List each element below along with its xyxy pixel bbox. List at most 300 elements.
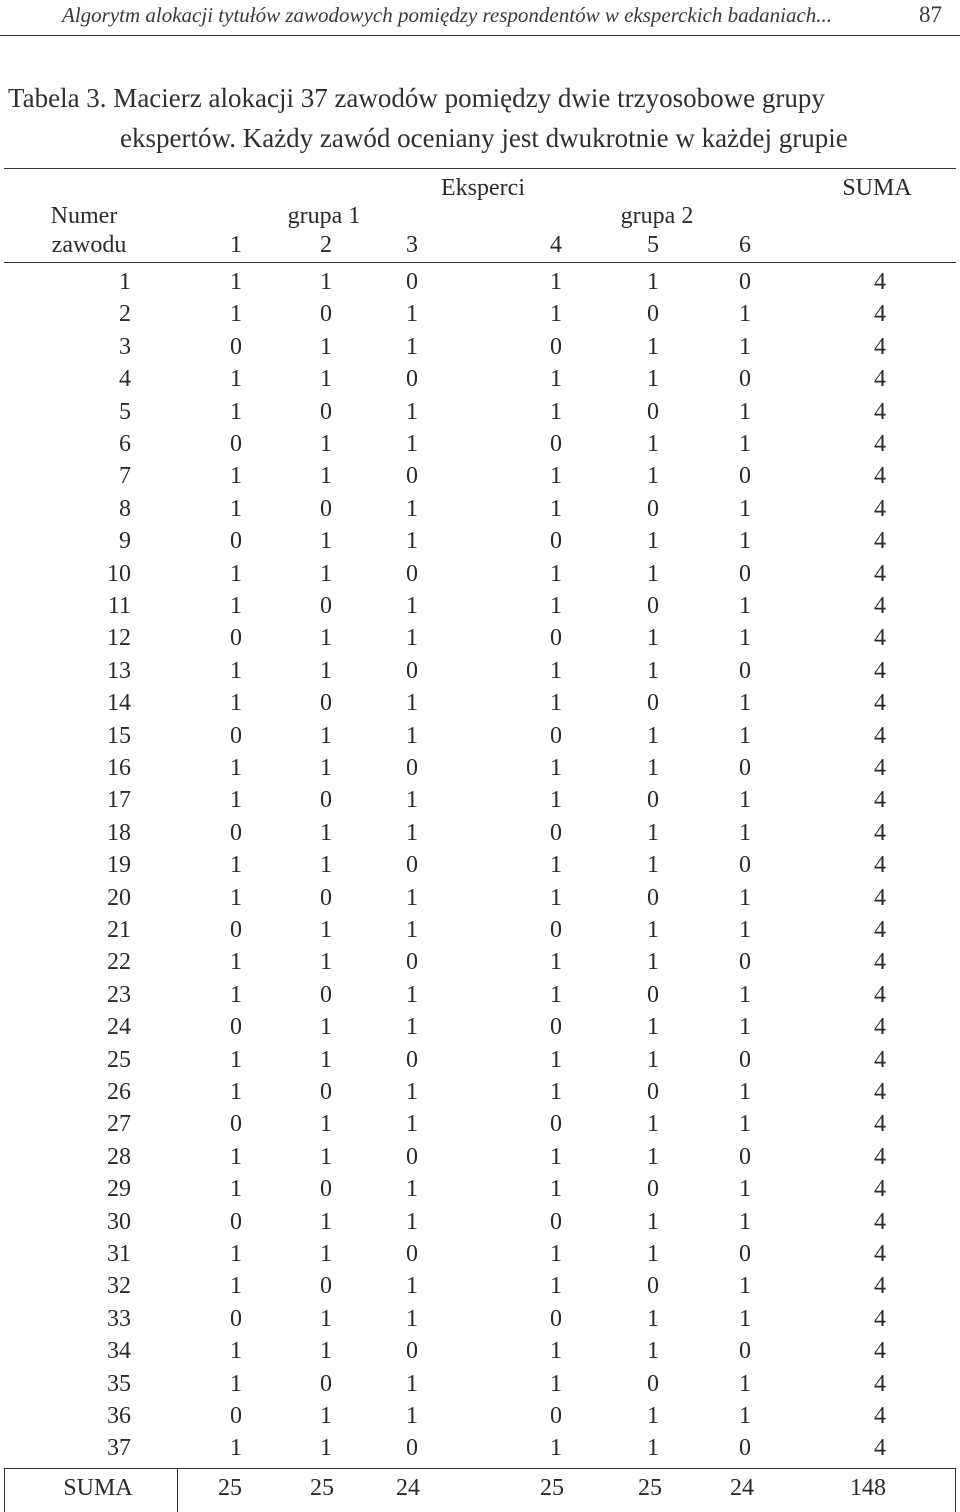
header-numer: Numer bbox=[50, 203, 118, 229]
cell-expert-4: 0 bbox=[550, 1305, 562, 1332]
cell-zawod-number: 28 bbox=[107, 1143, 131, 1170]
cell-expert-1: 1 bbox=[230, 301, 242, 328]
cell-expert-6: 1 bbox=[739, 495, 751, 522]
cell-row-sum: 4 bbox=[874, 398, 886, 425]
cell-expert-1: 1 bbox=[230, 949, 242, 976]
cell-expert-2: 1 bbox=[320, 463, 332, 490]
cell-expert-1: 0 bbox=[230, 528, 242, 555]
cell-expert-1: 0 bbox=[230, 333, 242, 360]
cell-expert-1: 1 bbox=[230, 884, 242, 911]
cell-expert-3: 1 bbox=[406, 1111, 418, 1138]
cell-expert-4: 1 bbox=[550, 1435, 562, 1462]
cell-expert-5: 0 bbox=[647, 690, 659, 717]
cell-expert-1: 0 bbox=[230, 917, 242, 943]
cell-expert-2: 1 bbox=[320, 755, 332, 781]
cell-expert-3: 0 bbox=[406, 657, 418, 684]
cell-expert-1: 1 bbox=[230, 269, 242, 295]
cell-row-sum: 4 bbox=[874, 625, 886, 652]
header-expert-2: 2 bbox=[320, 232, 332, 258]
cell-zawod-number: 22 bbox=[107, 949, 131, 976]
header-suma: SUMA bbox=[842, 175, 912, 201]
cell-expert-1: 1 bbox=[230, 755, 242, 781]
cell-row-sum: 4 bbox=[874, 981, 886, 1008]
cell-expert-5: 1 bbox=[647, 1241, 659, 1267]
cell-expert-6: 0 bbox=[739, 1338, 751, 1365]
cell-row-sum: 4 bbox=[874, 1079, 886, 1105]
cell-expert-4: 0 bbox=[550, 528, 562, 555]
cell-expert-1: 1 bbox=[230, 852, 242, 879]
cell-expert-6: 1 bbox=[739, 1305, 751, 1332]
cell-expert-4: 1 bbox=[550, 852, 562, 879]
cell-zawod-number: 27 bbox=[107, 1111, 131, 1138]
sum-row-rule bbox=[4, 1468, 956, 1469]
cell-expert-5: 1 bbox=[647, 917, 659, 943]
header-expert-6: 6 bbox=[739, 232, 751, 258]
cell-expert-4: 1 bbox=[550, 657, 562, 684]
cell-expert-4: 1 bbox=[550, 1241, 562, 1267]
cell-expert-4: 0 bbox=[550, 625, 562, 652]
cell-expert-6: 0 bbox=[739, 463, 751, 490]
cell-zawod-number: 35 bbox=[107, 1370, 131, 1397]
cell-expert-2: 1 bbox=[320, 1241, 332, 1267]
cell-expert-5: 1 bbox=[647, 852, 659, 879]
cell-expert-2: 1 bbox=[320, 269, 332, 295]
cell-zawod-number: 37 bbox=[107, 1435, 131, 1462]
cell-expert-3: 1 bbox=[406, 1403, 418, 1429]
cell-zawod-number: 19 bbox=[107, 852, 131, 879]
cell-expert-3: 1 bbox=[406, 398, 418, 425]
header-expert-5: 5 bbox=[647, 232, 659, 258]
cell-expert-3: 1 bbox=[406, 1208, 418, 1235]
cell-row-sum: 4 bbox=[874, 593, 886, 619]
cell-expert-4: 1 bbox=[550, 366, 562, 393]
cell-expert-3: 0 bbox=[406, 560, 418, 587]
cell-expert-5: 1 bbox=[647, 1208, 659, 1235]
cell-expert-6: 0 bbox=[739, 755, 751, 781]
cell-expert-1: 0 bbox=[230, 1208, 242, 1235]
cell-expert-4: 1 bbox=[550, 1370, 562, 1397]
cell-expert-6: 1 bbox=[739, 1014, 751, 1041]
cell-expert-6: 1 bbox=[739, 593, 751, 619]
header-zawodu: zawodu bbox=[51, 232, 127, 258]
cell-zawod-number: 21 bbox=[107, 917, 131, 943]
cell-expert-2: 1 bbox=[320, 722, 332, 749]
cell-zawod-number: 4 bbox=[119, 366, 131, 393]
cell-zawod-number: 32 bbox=[107, 1273, 131, 1300]
cell-zawod-number: 24 bbox=[107, 1014, 131, 1041]
cell-expert-1: 0 bbox=[230, 1111, 242, 1138]
cell-expert-1: 1 bbox=[230, 1143, 242, 1170]
cell-expert-1: 1 bbox=[230, 690, 242, 717]
cell-expert-3: 1 bbox=[406, 625, 418, 652]
cell-expert-4: 1 bbox=[550, 495, 562, 522]
running-head-title: Algorytm alokacji tytułów zawodowych pomiędzy respondentów w eksperckich badaniach... bbox=[62, 3, 833, 27]
cell-row-sum: 4 bbox=[874, 819, 886, 846]
cell-expert-2: 1 bbox=[320, 560, 332, 587]
cell-expert-4: 0 bbox=[550, 917, 562, 943]
cell-row-sum: 4 bbox=[874, 431, 886, 457]
cell-expert-3: 1 bbox=[406, 787, 418, 814]
cell-expert-4: 1 bbox=[550, 755, 562, 781]
sum-expert-2: 25 bbox=[310, 1475, 334, 1501]
cell-expert-6: 1 bbox=[739, 819, 751, 846]
cell-expert-5: 1 bbox=[647, 949, 659, 976]
cell-row-sum: 4 bbox=[874, 528, 886, 555]
cell-expert-3: 0 bbox=[406, 755, 418, 781]
cell-expert-2: 1 bbox=[320, 1143, 332, 1170]
cell-zawod-number: 31 bbox=[107, 1241, 131, 1267]
table-header-rule bbox=[4, 262, 956, 263]
cell-zawod-number: 30 bbox=[107, 1208, 131, 1235]
cell-expert-5: 0 bbox=[647, 787, 659, 814]
cell-expert-1: 0 bbox=[230, 625, 242, 652]
cell-expert-3: 1 bbox=[406, 917, 418, 943]
cell-expert-4: 1 bbox=[550, 1273, 562, 1300]
cell-expert-3: 1 bbox=[406, 1370, 418, 1397]
cell-row-sum: 4 bbox=[874, 690, 886, 717]
cell-expert-4: 1 bbox=[550, 301, 562, 328]
cell-zawod-number: 18 bbox=[107, 819, 131, 846]
cell-expert-6: 0 bbox=[739, 1046, 751, 1073]
cell-expert-1: 0 bbox=[230, 722, 242, 749]
cell-expert-2: 1 bbox=[320, 1305, 332, 1332]
cell-expert-3: 1 bbox=[406, 301, 418, 328]
cell-expert-5: 1 bbox=[647, 560, 659, 587]
cell-row-sum: 4 bbox=[874, 949, 886, 976]
cell-zawod-number: 6 bbox=[119, 431, 131, 457]
cell-zawod-number: 14 bbox=[107, 690, 131, 717]
cell-expert-6: 1 bbox=[739, 787, 751, 814]
cell-expert-3: 0 bbox=[406, 1241, 418, 1267]
cell-expert-6: 1 bbox=[739, 722, 751, 749]
cell-expert-2: 0 bbox=[320, 1273, 332, 1300]
cell-expert-5: 0 bbox=[647, 301, 659, 328]
sum-expert-5: 25 bbox=[638, 1475, 662, 1501]
cell-expert-4: 1 bbox=[550, 884, 562, 911]
cell-expert-3: 1 bbox=[406, 495, 418, 522]
cell-row-sum: 4 bbox=[874, 787, 886, 814]
cell-expert-5: 1 bbox=[647, 625, 659, 652]
sum-expert-1: 25 bbox=[218, 1475, 242, 1501]
cell-expert-3: 0 bbox=[406, 852, 418, 879]
cell-expert-5: 1 bbox=[647, 366, 659, 393]
cell-expert-3: 1 bbox=[406, 431, 418, 457]
cell-expert-6: 1 bbox=[739, 884, 751, 911]
cell-expert-1: 0 bbox=[230, 1403, 242, 1429]
cell-expert-5: 0 bbox=[647, 1273, 659, 1300]
cell-expert-6: 1 bbox=[739, 301, 751, 328]
cell-expert-3: 1 bbox=[406, 1176, 418, 1203]
cell-row-sum: 4 bbox=[874, 1241, 886, 1267]
cell-expert-2: 0 bbox=[320, 398, 332, 425]
cell-expert-6: 1 bbox=[739, 1208, 751, 1235]
cell-expert-1: 1 bbox=[230, 657, 242, 684]
sum-row-divider bbox=[177, 1468, 178, 1512]
cell-expert-2: 1 bbox=[320, 1338, 332, 1365]
cell-row-sum: 4 bbox=[874, 463, 886, 490]
cell-row-sum: 4 bbox=[874, 366, 886, 393]
cell-expert-6: 1 bbox=[739, 625, 751, 652]
cell-row-sum: 4 bbox=[874, 1111, 886, 1138]
cell-row-sum: 4 bbox=[874, 722, 886, 749]
sum-expert-6: 24 bbox=[730, 1475, 754, 1501]
cell-expert-5: 0 bbox=[647, 1370, 659, 1397]
cell-zawod-number: 36 bbox=[107, 1403, 131, 1429]
cell-expert-3: 0 bbox=[406, 1143, 418, 1170]
cell-zawod-number: 17 bbox=[107, 787, 131, 814]
cell-expert-1: 1 bbox=[230, 1370, 242, 1397]
cell-expert-6: 1 bbox=[739, 333, 751, 360]
cell-zawod-number: 20 bbox=[107, 884, 131, 911]
cell-expert-3: 1 bbox=[406, 722, 418, 749]
cell-expert-5: 1 bbox=[647, 1338, 659, 1365]
cell-expert-4: 1 bbox=[550, 1143, 562, 1170]
cell-expert-2: 0 bbox=[320, 787, 332, 814]
cell-row-sum: 4 bbox=[874, 560, 886, 587]
cell-row-sum: 4 bbox=[874, 1305, 886, 1332]
cell-expert-3: 0 bbox=[406, 269, 418, 295]
cell-zawod-number: 29 bbox=[107, 1176, 131, 1203]
cell-expert-2: 1 bbox=[320, 366, 332, 393]
cell-expert-2: 1 bbox=[320, 1403, 332, 1429]
cell-expert-2: 1 bbox=[320, 625, 332, 652]
cell-zawod-number: 15 bbox=[107, 722, 131, 749]
cell-expert-5: 1 bbox=[647, 528, 659, 555]
cell-expert-6: 1 bbox=[739, 398, 751, 425]
cell-expert-3: 1 bbox=[406, 690, 418, 717]
cell-row-sum: 4 bbox=[874, 1338, 886, 1365]
cell-row-sum: 4 bbox=[874, 333, 886, 360]
sum-row-right-border bbox=[955, 1468, 956, 1512]
cell-expert-5: 1 bbox=[647, 657, 659, 684]
cell-expert-2: 1 bbox=[320, 431, 332, 457]
table-top-rule bbox=[4, 168, 956, 169]
cell-expert-4: 1 bbox=[550, 560, 562, 587]
cell-expert-6: 1 bbox=[739, 1273, 751, 1300]
cell-expert-1: 1 bbox=[230, 1338, 242, 1365]
cell-expert-2: 1 bbox=[320, 819, 332, 846]
cell-expert-3: 1 bbox=[406, 819, 418, 846]
cell-expert-1: 1 bbox=[230, 1241, 242, 1267]
cell-expert-2: 1 bbox=[320, 1014, 332, 1041]
cell-zawod-number: 12 bbox=[107, 625, 131, 652]
cell-expert-4: 1 bbox=[550, 593, 562, 619]
cell-row-sum: 4 bbox=[874, 884, 886, 911]
cell-expert-5: 0 bbox=[647, 884, 659, 911]
cell-expert-5: 1 bbox=[647, 1014, 659, 1041]
cell-expert-3: 1 bbox=[406, 1079, 418, 1105]
cell-expert-2: 0 bbox=[320, 495, 332, 522]
cell-expert-3: 0 bbox=[406, 366, 418, 393]
cell-row-sum: 4 bbox=[874, 1046, 886, 1073]
cell-expert-2: 1 bbox=[320, 528, 332, 555]
cell-row-sum: 4 bbox=[874, 301, 886, 328]
cell-expert-5: 1 bbox=[647, 1046, 659, 1073]
cell-expert-6: 1 bbox=[739, 1111, 751, 1138]
cell-expert-2: 0 bbox=[320, 1176, 332, 1203]
cell-zawod-number: 25 bbox=[107, 1046, 131, 1073]
cell-row-sum: 4 bbox=[874, 1273, 886, 1300]
cell-row-sum: 4 bbox=[874, 755, 886, 781]
cell-expert-1: 1 bbox=[230, 1079, 242, 1105]
cell-expert-4: 1 bbox=[550, 1079, 562, 1105]
cell-expert-1: 1 bbox=[230, 787, 242, 814]
cell-expert-4: 1 bbox=[550, 949, 562, 976]
sum-expert-3: 24 bbox=[396, 1475, 420, 1501]
cell-expert-6: 1 bbox=[739, 431, 751, 457]
cell-expert-2: 1 bbox=[320, 1111, 332, 1138]
cell-expert-5: 1 bbox=[647, 1143, 659, 1170]
cell-expert-5: 1 bbox=[647, 1111, 659, 1138]
header-expert-4: 4 bbox=[550, 232, 562, 258]
cell-expert-1: 1 bbox=[230, 1046, 242, 1073]
cell-expert-6: 0 bbox=[739, 852, 751, 879]
cell-zawod-number: 3 bbox=[119, 333, 131, 360]
cell-expert-4: 0 bbox=[550, 333, 562, 360]
cell-expert-1: 1 bbox=[230, 1273, 242, 1300]
cell-zawod-number: 5 bbox=[119, 398, 131, 425]
cell-expert-4: 0 bbox=[550, 431, 562, 457]
cell-zawod-number: 10 bbox=[107, 560, 131, 587]
cell-expert-2: 0 bbox=[320, 301, 332, 328]
cell-expert-4: 1 bbox=[550, 1176, 562, 1203]
cell-row-sum: 4 bbox=[874, 852, 886, 879]
cell-expert-1: 1 bbox=[230, 398, 242, 425]
cell-row-sum: 4 bbox=[874, 1435, 886, 1462]
cell-expert-4: 0 bbox=[550, 819, 562, 846]
cell-zawod-number: 26 bbox=[107, 1079, 131, 1105]
cell-expert-5: 1 bbox=[647, 269, 659, 295]
cell-zawod-number: 13 bbox=[107, 657, 131, 684]
sum-row-left-border bbox=[4, 1468, 5, 1512]
cell-row-sum: 4 bbox=[874, 917, 886, 943]
sum-label: SUMA bbox=[63, 1475, 133, 1501]
cell-expert-2: 1 bbox=[320, 949, 332, 976]
cell-expert-4: 1 bbox=[550, 690, 562, 717]
cell-expert-3: 0 bbox=[406, 1435, 418, 1462]
cell-expert-5: 1 bbox=[647, 1305, 659, 1332]
cell-row-sum: 4 bbox=[874, 657, 886, 684]
cell-zawod-number: 9 bbox=[119, 528, 131, 555]
cell-expert-3: 1 bbox=[406, 1305, 418, 1332]
cell-row-sum: 4 bbox=[874, 1370, 886, 1397]
header-expert-3: 3 bbox=[406, 232, 418, 258]
caption-line-2: ekspertów. Każdy zawód oceniany jest dwukrotnie w każdej grupie bbox=[120, 123, 848, 153]
cell-expert-4: 0 bbox=[550, 1403, 562, 1429]
cell-row-sum: 4 bbox=[874, 1014, 886, 1041]
cell-expert-1: 1 bbox=[230, 1435, 242, 1462]
cell-expert-1: 1 bbox=[230, 981, 242, 1008]
cell-expert-2: 0 bbox=[320, 690, 332, 717]
cell-expert-3: 1 bbox=[406, 884, 418, 911]
cell-zawod-number: 11 bbox=[107, 593, 131, 619]
cell-expert-5: 0 bbox=[647, 593, 659, 619]
cell-expert-3: 1 bbox=[406, 1014, 418, 1041]
cell-expert-5: 0 bbox=[647, 1176, 659, 1203]
cell-expert-2: 1 bbox=[320, 1435, 332, 1462]
header-rule bbox=[0, 35, 960, 36]
cell-expert-1: 1 bbox=[230, 593, 242, 619]
cell-expert-4: 0 bbox=[550, 1208, 562, 1235]
cell-expert-6: 0 bbox=[739, 949, 751, 976]
cell-expert-5: 1 bbox=[647, 333, 659, 360]
cell-expert-2: 1 bbox=[320, 657, 332, 684]
cell-expert-3: 0 bbox=[406, 949, 418, 976]
header-group-2: grupa 2 bbox=[620, 203, 694, 229]
cell-zawod-number: 16 bbox=[107, 755, 131, 781]
cell-zawod-number: 33 bbox=[107, 1305, 131, 1332]
cell-expert-2: 1 bbox=[320, 1208, 332, 1235]
cell-expert-6: 1 bbox=[739, 981, 751, 1008]
cell-expert-1: 1 bbox=[230, 560, 242, 587]
header-experts: Eksperci bbox=[441, 175, 525, 201]
cell-expert-1: 0 bbox=[230, 1014, 242, 1041]
cell-expert-5: 1 bbox=[647, 819, 659, 846]
cell-expert-2: 0 bbox=[320, 1370, 332, 1397]
cell-zawod-number: 1 bbox=[119, 269, 131, 295]
cell-expert-5: 1 bbox=[647, 1403, 659, 1429]
cell-expert-1: 0 bbox=[230, 431, 242, 457]
cell-expert-4: 1 bbox=[550, 398, 562, 425]
cell-expert-3: 1 bbox=[406, 1273, 418, 1300]
cell-expert-5: 0 bbox=[647, 398, 659, 425]
cell-zawod-number: 7 bbox=[119, 463, 131, 490]
cell-expert-1: 1 bbox=[230, 495, 242, 522]
cell-expert-3: 0 bbox=[406, 1338, 418, 1365]
cell-zawod-number: 2 bbox=[119, 301, 131, 328]
cell-row-sum: 4 bbox=[874, 1143, 886, 1170]
cell-expert-2: 1 bbox=[320, 917, 332, 943]
cell-expert-5: 1 bbox=[647, 722, 659, 749]
cell-expert-5: 1 bbox=[647, 463, 659, 490]
cell-expert-2: 0 bbox=[320, 1079, 332, 1105]
cell-expert-3: 1 bbox=[406, 528, 418, 555]
cell-expert-4: 1 bbox=[550, 981, 562, 1008]
cell-expert-6: 0 bbox=[739, 1435, 751, 1462]
cell-expert-2: 1 bbox=[320, 333, 332, 360]
sum-row-sum: 148 bbox=[850, 1475, 886, 1501]
cell-expert-6: 1 bbox=[739, 1403, 751, 1429]
cell-expert-3: 1 bbox=[406, 981, 418, 1008]
cell-expert-2: 1 bbox=[320, 852, 332, 879]
cell-expert-6: 1 bbox=[739, 528, 751, 555]
cell-expert-1: 0 bbox=[230, 1305, 242, 1332]
cell-expert-6: 0 bbox=[739, 1241, 751, 1267]
cell-expert-5: 0 bbox=[647, 981, 659, 1008]
cell-expert-3: 1 bbox=[406, 593, 418, 619]
caption-line-1: Tabela 3. Macierz alokacji 37 zawodów pomiędzy dwie trzyosobowe grupy bbox=[8, 83, 825, 113]
cell-expert-3: 0 bbox=[406, 1046, 418, 1073]
cell-row-sum: 4 bbox=[874, 269, 886, 295]
cell-expert-4: 0 bbox=[550, 1111, 562, 1138]
cell-row-sum: 4 bbox=[874, 495, 886, 522]
cell-row-sum: 4 bbox=[874, 1176, 886, 1203]
cell-expert-5: 1 bbox=[647, 431, 659, 457]
cell-expert-5: 0 bbox=[647, 1079, 659, 1105]
cell-expert-6: 1 bbox=[739, 1370, 751, 1397]
cell-expert-6: 0 bbox=[739, 657, 751, 684]
page-number: 87 bbox=[919, 2, 942, 27]
cell-expert-6: 0 bbox=[739, 366, 751, 393]
cell-expert-5: 1 bbox=[647, 755, 659, 781]
cell-expert-2: 0 bbox=[320, 593, 332, 619]
cell-expert-1: 0 bbox=[230, 819, 242, 846]
header-group-1: grupa 1 bbox=[287, 203, 361, 229]
cell-expert-2: 0 bbox=[320, 884, 332, 911]
cell-expert-4: 0 bbox=[550, 1014, 562, 1041]
cell-zawod-number: 8 bbox=[119, 495, 131, 522]
cell-expert-3: 1 bbox=[406, 333, 418, 360]
